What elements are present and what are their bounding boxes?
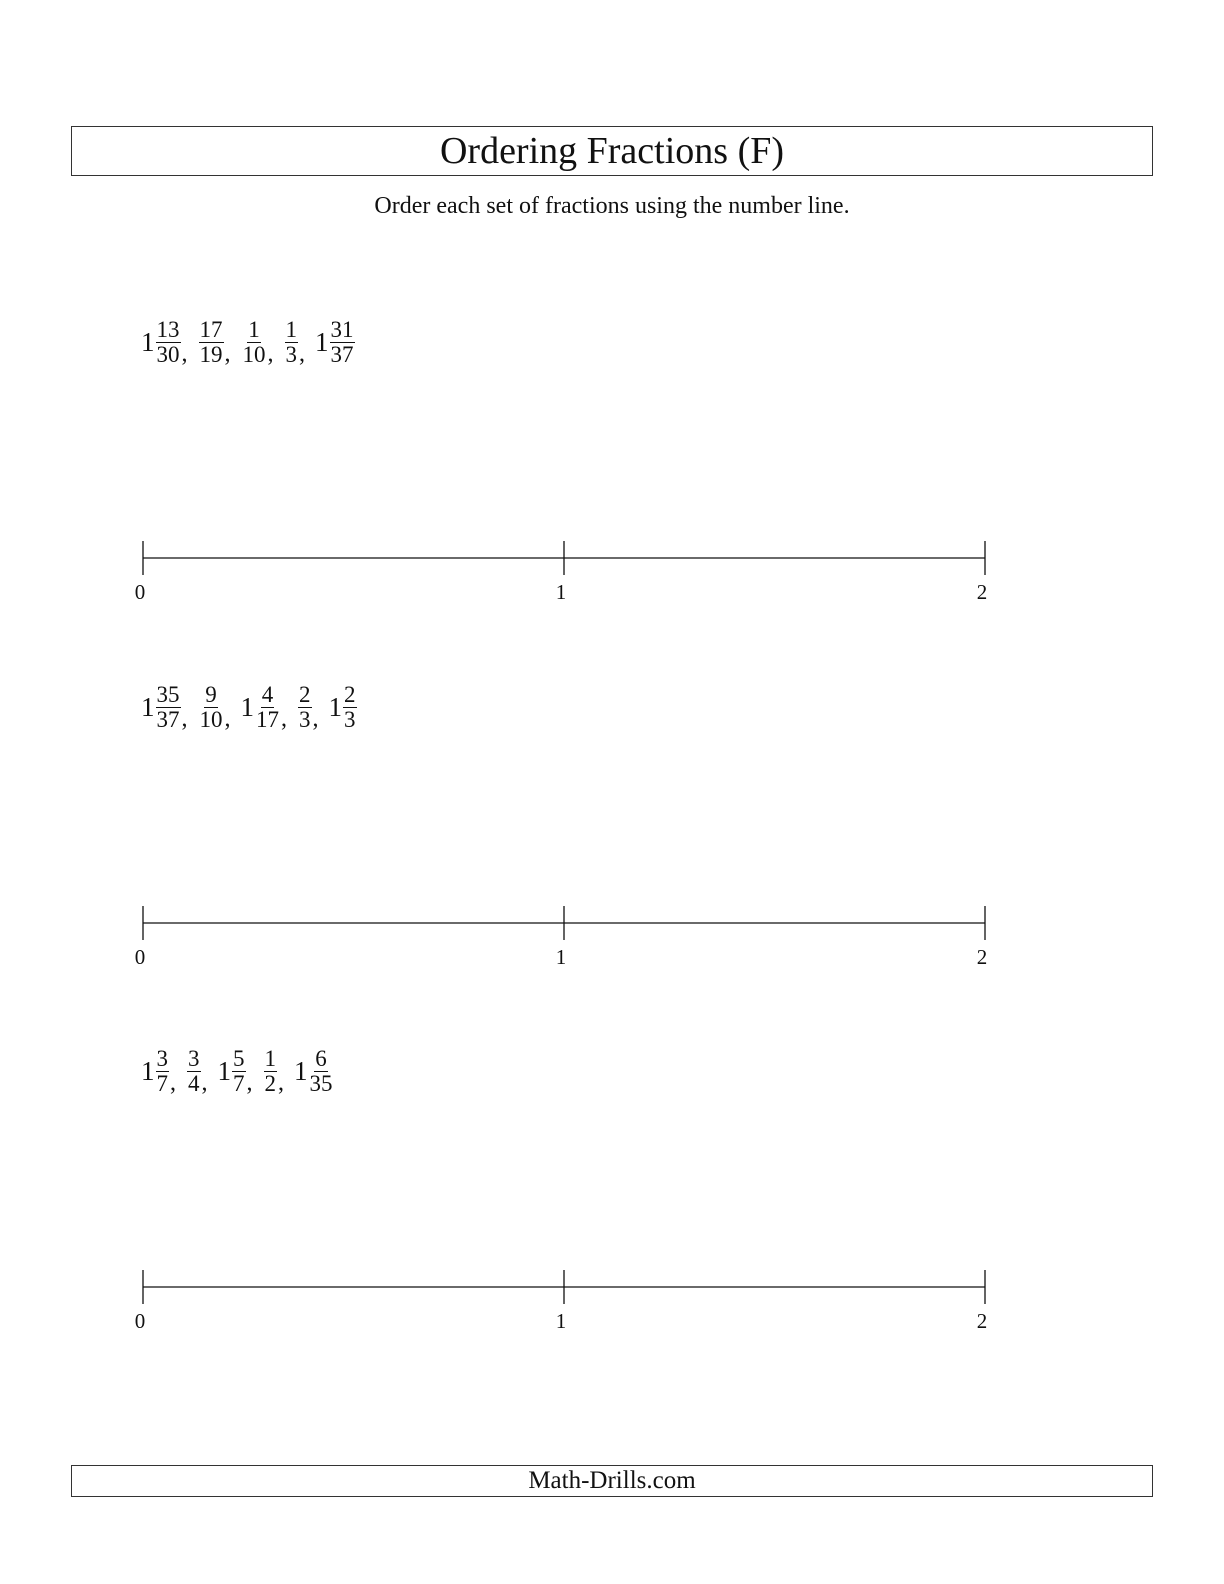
footer-box [71, 1465, 1153, 1497]
fraction [285, 318, 299, 367]
numerator: 3 [188, 1046, 200, 1071]
fraction-item [297, 683, 319, 732]
fraction [309, 1047, 334, 1096]
instructions: Order each set of fractions using the number line. [374, 193, 850, 219]
fraction-item [284, 318, 306, 367]
numerator: 2 [299, 682, 311, 707]
problem-3 [141, 1047, 344, 1096]
denominator: 2 [264, 1071, 276, 1097]
numerator: 31 [330, 317, 354, 342]
fraction-item [315, 318, 355, 367]
fraction [187, 1047, 201, 1096]
numerator: 1 [285, 317, 297, 342]
denominator: 17 [256, 707, 279, 733]
tick-label: 2 [976, 1309, 988, 1333]
fraction [264, 1047, 278, 1096]
separator: , [246, 1070, 253, 1097]
numerator: 2 [344, 682, 356, 707]
separator: , [224, 706, 231, 733]
fraction [330, 318, 355, 367]
denominator: 4 [188, 1071, 200, 1097]
fraction-item [198, 683, 231, 732]
fraction [156, 683, 181, 732]
fraction-list [141, 1047, 344, 1096]
fraction-item [218, 1047, 253, 1096]
page-title: Ordering Fractions (F) [439, 130, 785, 172]
tick-label: 0 [134, 945, 146, 969]
problem-1 [141, 318, 365, 367]
fraction-item [198, 318, 231, 367]
denominator: 19 [199, 342, 223, 368]
separator: , [281, 706, 287, 733]
whole-number: 1 [141, 1056, 155, 1087]
separator: , [181, 706, 188, 733]
numerator: 35 [156, 682, 180, 707]
footer-text: Math-Drills.com [528, 1467, 696, 1494]
separator: , [201, 1070, 208, 1097]
number-line-2 [0, 905, 1224, 975]
fraction [199, 318, 224, 367]
whole-number: 1 [315, 327, 329, 358]
fraction-item [141, 1047, 176, 1096]
whole-number: 1 [294, 1056, 308, 1087]
number-line-axis [0, 540, 1224, 580]
number-line-1 [0, 540, 1224, 610]
separator: , [299, 341, 305, 368]
denominator: 35 [309, 1071, 333, 1097]
numerator: 9 [205, 682, 217, 707]
fraction [255, 683, 280, 732]
fraction-item [241, 683, 288, 732]
whole-number: 1 [141, 327, 155, 358]
separator: , [312, 706, 319, 733]
fraction [343, 683, 357, 732]
numerator: 13 [156, 317, 180, 342]
fraction [242, 318, 267, 367]
denominator: 7 [233, 1071, 245, 1097]
denominator: 3 [299, 707, 311, 733]
tick-label: 0 [134, 580, 146, 604]
fraction-item [294, 1047, 334, 1096]
numerator: 17 [199, 317, 223, 342]
numerator: 1 [264, 1046, 276, 1071]
tick-label: 1 [555, 1309, 567, 1333]
fraction-item [186, 1047, 208, 1096]
number-line-3 [0, 1269, 1224, 1339]
fraction [199, 683, 224, 732]
fraction-item [141, 318, 188, 367]
fraction-item [241, 318, 274, 367]
denominator: 10 [242, 342, 266, 368]
separator: , [267, 341, 274, 368]
denominator: 10 [199, 707, 223, 733]
numerator: 3 [156, 1046, 168, 1071]
tick-label: 2 [976, 945, 988, 969]
number-line-axis [0, 1269, 1224, 1309]
tick-label: 0 [134, 1309, 146, 1333]
title-box [71, 126, 1153, 176]
whole-number: 1 [328, 692, 342, 723]
denominator: 7 [156, 1071, 168, 1097]
denominator: 37 [330, 342, 354, 368]
whole-number: 1 [240, 692, 254, 723]
fraction [232, 1047, 246, 1096]
denominator: 3 [285, 342, 297, 368]
number-line-axis [0, 905, 1224, 945]
fraction-item [141, 683, 188, 732]
numerator: 4 [261, 682, 274, 707]
fraction-list [141, 318, 365, 367]
separator: , [224, 341, 231, 368]
fraction-item [329, 683, 357, 732]
fraction [298, 683, 312, 732]
fraction [156, 318, 181, 367]
separator: , [278, 1070, 284, 1097]
whole-number: 1 [217, 1056, 231, 1087]
fraction [156, 1047, 170, 1096]
numerator: 6 [315, 1046, 327, 1071]
tick-label: 2 [976, 580, 988, 604]
separator: , [181, 341, 188, 368]
denominator: 30 [156, 342, 180, 368]
problem-2 [141, 683, 367, 732]
tick-label: 1 [555, 945, 567, 969]
denominator: 37 [156, 707, 180, 733]
numerator: 1 [248, 317, 260, 342]
whole-number: 1 [141, 692, 155, 723]
tick-label: 1 [555, 580, 567, 604]
numerator: 5 [233, 1046, 245, 1071]
fraction-item [263, 1047, 285, 1096]
separator: , [170, 1070, 176, 1097]
denominator: 3 [344, 707, 356, 733]
fraction-list [141, 683, 367, 732]
